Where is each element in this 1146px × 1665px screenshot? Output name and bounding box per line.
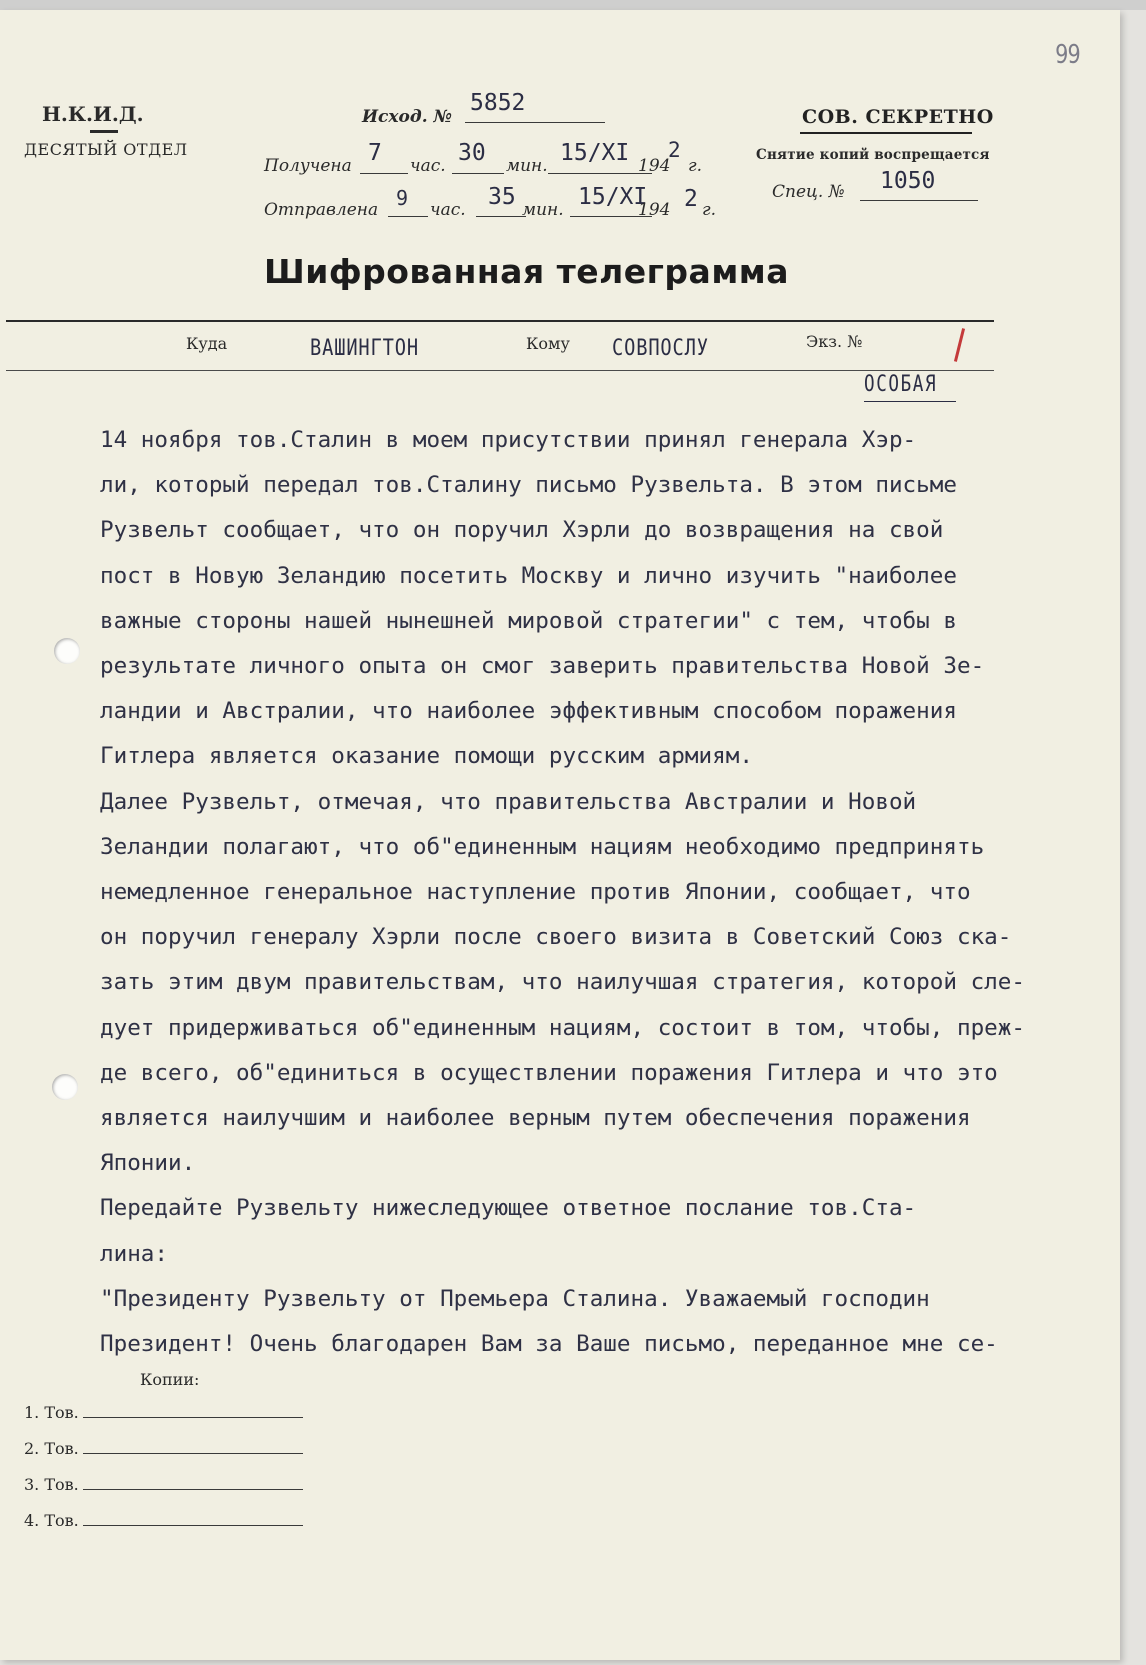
received-hour: 7 xyxy=(368,140,382,166)
telegram-page xyxy=(0,10,1120,1660)
body-line: дует придерживаться об"единенным нациям, состоит в том, чтобы, преж- xyxy=(100,1014,1025,1041)
no-copy-notice: Снятие копий воспрещается xyxy=(756,147,990,163)
sent-hour-line xyxy=(388,216,428,217)
body-line: ландии и Австралии, что наиболее эффективным способом поражения xyxy=(100,698,957,725)
department-name: ДЕСЯТЫЙ ОТДЕЛ xyxy=(24,140,188,159)
body-line: является наилучшим и наиболее верным путем обеспечения поражения xyxy=(100,1105,971,1132)
spec-number: 1050 xyxy=(880,168,936,194)
body-line: "Президенту Рузвельту от Премьера Сталина. Уважаемый господин xyxy=(100,1285,930,1312)
received-year-suffix: 2 xyxy=(668,138,681,162)
copy-row-line xyxy=(83,1488,303,1490)
sent-min-line xyxy=(476,216,526,217)
body-line: пост в Новую Зеландию посетить Москву и лично изучить "наиболее xyxy=(100,562,957,589)
copy-row-label: 4. Тов. xyxy=(24,1511,79,1530)
to-label: Куда xyxy=(186,334,228,353)
copy-number-mark xyxy=(954,328,965,362)
received-hour-line xyxy=(360,173,408,174)
copy-row-3 xyxy=(24,1475,303,1494)
telegram-body xyxy=(100,418,1090,1367)
spec-label: Спец. № xyxy=(772,182,845,202)
document-title: Шифрованная телеграмма xyxy=(264,252,790,291)
copy-row-label: 2. Тов. xyxy=(24,1439,79,1458)
received-min: 30 xyxy=(458,140,486,166)
body-line: Гитлера является оказание помощи русским армиям. xyxy=(100,743,753,770)
special-mark: ОСОБАЯ xyxy=(864,372,938,397)
whom-label: Кому xyxy=(526,334,570,353)
classification-stamp: СОВ. СЕКРЕТНО xyxy=(802,106,994,128)
special-mark-underline xyxy=(864,401,956,402)
body-line: 14 ноября тов.Сталин в моем присутствии принял генерала Хэр- xyxy=(100,427,917,453)
outgoing-line xyxy=(465,122,605,123)
copy-row-line xyxy=(83,1452,303,1454)
copy-number-label: Экз. № xyxy=(806,332,863,351)
to-value: ВАШИНГТОН xyxy=(310,336,419,361)
body-line: Президент! Очень благодарен Вам за Ваше письмо, переданное мне се- xyxy=(100,1331,998,1358)
body-line: Зеландии полагают, что об"единенным нациям необходимо предпринять xyxy=(100,833,985,860)
sent-year-label: г. xyxy=(702,200,716,220)
sent-hour-label: час. xyxy=(430,200,466,220)
body-line: лина: xyxy=(100,1240,169,1267)
sent-year-prefix: 194 xyxy=(638,200,671,220)
copy-row-label: 3. Тов. xyxy=(24,1475,79,1494)
outgoing-label: Исход. № xyxy=(362,107,453,127)
body-line: Рузвельт сообщает, что он поручил Хэрли до возвращения на свой xyxy=(100,517,944,544)
spec-line xyxy=(860,200,978,201)
sent-year-suffix: 2 xyxy=(684,186,698,212)
outgoing-number: 5852 xyxy=(470,90,526,116)
received-year-label: г. xyxy=(688,156,702,176)
punch-hole xyxy=(52,1074,78,1100)
org-name: Н.К.И.Д. xyxy=(42,102,144,126)
page-number: 99 xyxy=(1055,40,1080,70)
received-min-line xyxy=(452,173,504,174)
body-line: Передайте Рузвельту нижеследующее ответное послание тов.Ста- xyxy=(100,1195,917,1222)
org-divider xyxy=(90,130,118,133)
header-rule xyxy=(6,320,994,322)
sent-hour: 9 xyxy=(396,186,409,210)
copy-row-1 xyxy=(24,1403,303,1422)
body-line: важные стороны нашей нынешней мировой стратегии" с тем, чтобы в xyxy=(100,607,957,634)
body-line: результате личного опыта он смог заверить правительства Новой Зе- xyxy=(100,653,985,680)
body-line: Японии. xyxy=(100,1150,196,1177)
scan-top-edge xyxy=(0,0,1146,10)
sent-min: 35 xyxy=(488,184,516,210)
received-hour-label: час. xyxy=(410,156,446,176)
copy-row-label: 1. Тов. xyxy=(24,1403,79,1422)
copy-row-line xyxy=(83,1524,303,1526)
received-year-prefix: 194 xyxy=(638,156,671,176)
received-date: 15/XI xyxy=(560,140,630,166)
copy-row-2 xyxy=(24,1439,303,1458)
received-min-label: мин. xyxy=(506,156,548,176)
sent-min-label: мин. xyxy=(522,200,564,220)
body-line: зать этим двум правительствам, что наилучшая стратегия, которой сле- xyxy=(100,969,1025,996)
copies-label: Копии: xyxy=(140,1370,200,1389)
copy-row-4 xyxy=(24,1511,303,1530)
address-rule xyxy=(6,370,994,371)
body-line: немедленное генеральное наступление против Японии, сообщает, что xyxy=(100,879,971,906)
sent-label: Отправлена xyxy=(264,200,379,220)
punch-hole xyxy=(54,638,80,664)
whom-value: СОВПОСЛУ xyxy=(612,336,709,361)
received-label: Получена xyxy=(264,156,352,176)
classification-underline xyxy=(800,132,972,134)
body-line: де всего, об"единиться в осуществлении поражения Гитлера и что это xyxy=(100,1059,998,1086)
copy-row-line xyxy=(83,1416,303,1418)
body-line: он поручил генералу Хэрли после своего визита в Советский Союз ска- xyxy=(100,924,1012,951)
body-line: Далее Рузвельт, отмечая, что правительства Австралии и Новой xyxy=(100,788,917,815)
received-date-line xyxy=(548,173,652,174)
body-line: ли, который передал тов.Сталину письмо Рузвельта. В этом письме xyxy=(100,472,957,499)
sent-date: 15/XI xyxy=(578,184,648,210)
